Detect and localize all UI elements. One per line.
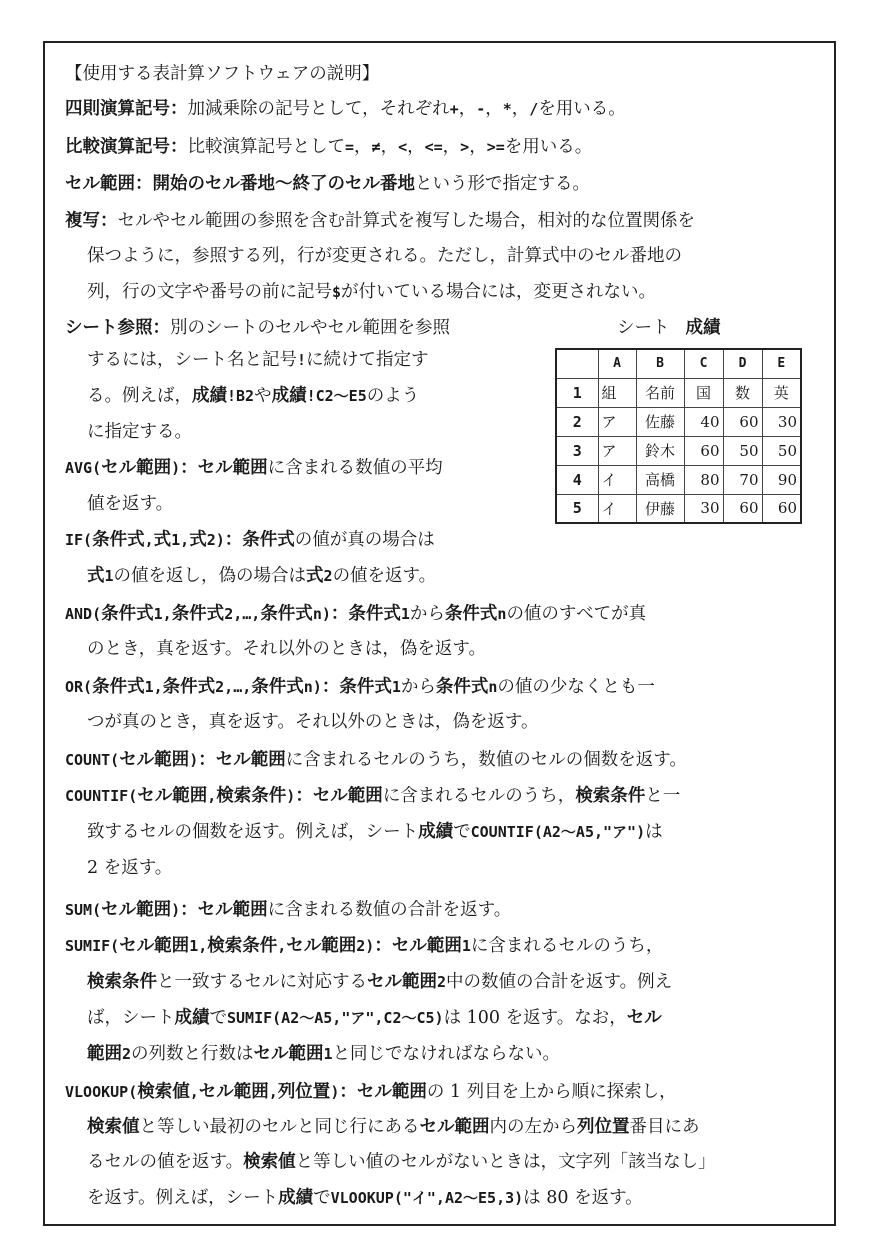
bold-term: ：: [330, 604, 349, 624]
code-text: 2: [122, 1045, 132, 1063]
table-cell: 60: [762, 494, 801, 523]
text-line: [87, 348, 429, 372]
plain-text: は: [645, 822, 663, 842]
bold-term: 成績: [278, 1188, 314, 1208]
plain-text: 加減乗除の記号として，それぞれ: [187, 99, 450, 119]
table-cell: 数: [723, 378, 762, 407]
plain-text: は 80 を返す。: [523, 1188, 643, 1208]
table-cell: 高橋: [636, 465, 684, 494]
plain-text: や: [254, 386, 272, 406]
plain-text: の値のすべてが真: [506, 604, 647, 624]
bold-term: セル範囲: [137, 786, 208, 806]
plain-text: と一: [645, 786, 681, 806]
plain-text: という形で指定する。: [415, 174, 590, 194]
code-text: 1: [400, 605, 410, 623]
row-header: 5: [556, 494, 598, 523]
plain-text: 【使用する表計算ソフトウェアの説明】: [65, 64, 380, 84]
table-cell: 名前: [636, 378, 684, 407]
bold-term: セル範囲: [419, 1117, 490, 1137]
code-text: ): [286, 787, 296, 805]
bold-term: 検索値: [87, 1117, 140, 1137]
code-text: *: [502, 100, 512, 118]
plain-text: ，: [469, 137, 487, 157]
bold-term: 検索条件: [207, 936, 278, 956]
bold-term: 成績: [271, 386, 307, 406]
plain-text: を返す。例えば，シート: [87, 1188, 279, 1208]
text-line: [65, 456, 443, 480]
plain-text: するには，シート名と記号: [87, 350, 297, 370]
bold-term: セル範囲: [119, 936, 190, 956]
bold-term: セル範囲: [253, 1044, 324, 1064]
code-text: AND(: [65, 605, 102, 623]
code-text: 1: [391, 678, 401, 696]
text-line: [65, 135, 592, 159]
plain-text: に含まれる数値の平均: [267, 458, 443, 478]
row-header: 1: [556, 378, 598, 407]
plain-text: に含まれるセルのうち，: [382, 786, 576, 806]
code-text: 1,: [189, 937, 208, 955]
code-text: <=: [424, 138, 443, 156]
text-line: [65, 528, 435, 552]
bold-term: 条件式: [444, 604, 498, 624]
code-text: 2,…,: [215, 678, 252, 696]
plain-text: に含まれる数値の合計を返す。: [267, 900, 512, 920]
bold-term: セル範囲: [367, 972, 437, 992]
bold-term: ：: [374, 936, 392, 956]
table-cell: 50: [723, 436, 762, 465]
table-cell: 60: [723, 494, 762, 523]
plain-text: の値を返し，偽の場合は: [113, 566, 307, 586]
code-text: ,: [189, 1083, 199, 1101]
plain-text: るセルの値を返す。: [87, 1152, 244, 1172]
code-text: ): [330, 1083, 340, 1101]
code-text: =: [345, 138, 355, 156]
row-header: 3: [556, 436, 598, 465]
column-header-c: C: [684, 349, 723, 378]
code-text: !C2～E5: [306, 387, 367, 405]
code-text: VLOOKUP(: [65, 1083, 138, 1101]
bold-term: 条件式: [348, 604, 401, 624]
plain-text: で: [453, 822, 471, 842]
text-line: [65, 97, 626, 121]
bold-term: 条件式: [260, 604, 313, 624]
bold-term: 条件式: [339, 677, 392, 697]
plain-text: 番目にあ: [629, 1117, 700, 1137]
text-line: [87, 244, 682, 268]
table-cell: 鈴木: [636, 436, 684, 465]
table-cell: 組: [598, 378, 636, 407]
code-text: OR(: [65, 678, 93, 696]
text-line: [87, 384, 419, 408]
text-line: [65, 898, 511, 922]
bold-term: ：: [180, 458, 198, 478]
code-text: +: [449, 100, 459, 118]
text-line: [87, 856, 172, 880]
plain-text: 別のシートのセルやセル範囲を参照: [170, 318, 450, 338]
code-text: /: [529, 100, 539, 118]
code-text: n: [488, 678, 498, 696]
bold-term: 列位置: [277, 1082, 331, 1102]
plain-text: 致するセルの個数を返す。例えば，シート: [87, 822, 419, 842]
plain-text: のよう: [366, 386, 420, 406]
table-cell: ア: [598, 436, 636, 465]
code-text: 1: [461, 937, 471, 955]
table-cell: 90: [762, 465, 801, 494]
plain-text: に含まれるセルのうち，数値のセルの個数を返す。: [285, 750, 687, 770]
row-header: 4: [556, 465, 598, 494]
plain-text: 中の数値の合計を返す。例え: [446, 972, 673, 992]
code-text: ): [171, 459, 181, 477]
plain-text: のとき，真を返す。それ以外のときは，偽を返す。: [87, 639, 486, 659]
table-cell: ア: [598, 407, 636, 436]
code-text: 1,: [153, 605, 172, 623]
code-text: n: [497, 605, 507, 623]
plain-text: の値が真の場合は: [294, 530, 435, 550]
corner-cell: [556, 349, 598, 378]
table-cell: 30: [684, 494, 723, 523]
bold-term: 比較演算記号：: [65, 137, 188, 157]
plain-text: から: [400, 677, 436, 697]
bold-term: 条件式: [92, 530, 145, 550]
text-line: [65, 1080, 677, 1104]
plain-text: ，: [485, 99, 503, 119]
text-line: [87, 1042, 560, 1066]
code-text: 2: [323, 567, 333, 585]
column-header-b: B: [636, 349, 684, 378]
bold-term: 検索値: [243, 1152, 296, 1172]
plain-text: に含まれるセルのうち，: [470, 936, 664, 956]
text-line: [87, 1006, 662, 1030]
bold-term: 複写：: [65, 211, 118, 231]
sheet-caption-name: 成績: [685, 318, 721, 338]
bold-term: 検索条件: [216, 786, 287, 806]
text-line: [87, 710, 539, 734]
code-text: ,: [268, 1083, 278, 1101]
plain-text: の 1 列目を上から順に探索し，: [426, 1082, 677, 1102]
plain-text: ，: [458, 99, 477, 119]
bold-term: 範囲: [87, 1044, 122, 1064]
bold-term: セル範囲: [101, 458, 172, 478]
table-cell: イ: [598, 494, 636, 523]
bold-term: 条件式: [162, 677, 216, 697]
bold-term: 条件式: [242, 530, 295, 550]
plain-text: ，: [380, 137, 399, 157]
text-line: [87, 280, 656, 304]
code-text: SUM(: [65, 901, 102, 919]
plain-text: を用いる。: [538, 99, 626, 119]
plain-text: る。例えば，: [87, 386, 192, 406]
bold-term: ：: [224, 530, 243, 550]
plain-text: から: [409, 604, 445, 624]
bold-term: 条件式: [101, 604, 154, 624]
bold-term: 条件式: [171, 604, 225, 624]
plain-text: の列数と行数は: [131, 1044, 254, 1064]
table-row: [556, 378, 801, 407]
plain-text: 保つように，参照する列，行が変更される。ただし，計算式中のセル番地の: [87, 246, 682, 266]
bold-term: 開始のセル番地～終了のセル番地: [152, 174, 415, 194]
column-header-e: E: [762, 349, 801, 378]
bold-term: セル範囲：: [65, 174, 153, 194]
bold-term: 四則演算記号：: [65, 99, 188, 119]
plain-text: に続けて指定す: [306, 350, 429, 370]
text-line: [87, 420, 192, 444]
plain-text: つが真のとき，真を返す。それ以外のときは，偽を返す。: [87, 712, 539, 732]
plain-text: の値の少なくとも一: [497, 677, 655, 697]
bold-term: 成績: [174, 1008, 210, 1028]
text-line: [87, 564, 436, 588]
code-text: SUMIF(: [65, 937, 120, 955]
table-cell: 英: [762, 378, 801, 407]
code-text: 1: [323, 1045, 333, 1063]
code-text: !B2: [227, 387, 255, 405]
code-text: >: [460, 138, 470, 156]
column-header-d: D: [723, 349, 762, 378]
bold-term: 条件式: [435, 677, 489, 697]
bold-term: セル範囲: [197, 458, 268, 478]
table-cell: 伊藤: [636, 494, 684, 523]
bold-term: ：: [198, 750, 216, 770]
table-cell: 40: [684, 407, 723, 436]
text-line: [65, 675, 655, 699]
text-line: [87, 1150, 716, 1174]
sheet-caption-prefix: シート: [617, 318, 670, 338]
text-line: [65, 934, 663, 958]
text-line: [87, 820, 663, 844]
code-text: n): [303, 678, 322, 696]
code-text: AVG(: [65, 459, 102, 477]
bold-term: 検索条件: [87, 972, 157, 992]
bold-term: 成績: [192, 386, 227, 406]
plain-text: で: [313, 1188, 331, 1208]
bold-term: 成績: [418, 822, 454, 842]
table-cell: 80: [684, 465, 723, 494]
bold-term: セル範囲: [391, 936, 462, 956]
table-cell: 70: [723, 465, 762, 494]
plain-text: ，: [511, 99, 530, 119]
text-line: [87, 1115, 700, 1139]
plain-text: 値を返す。: [87, 494, 174, 514]
table-cell: 60: [684, 436, 723, 465]
plain-text: に指定する。: [87, 422, 192, 442]
text-line: [65, 784, 680, 808]
bold-term: 式: [189, 530, 207, 550]
code-text: ,: [207, 787, 217, 805]
plain-text: ば，シート: [87, 1008, 175, 1028]
bold-term: セル範囲: [197, 900, 268, 920]
code-text: COUNTIF(: [65, 787, 138, 805]
code-text: COUNTIF(A2～A5,"ア"): [470, 823, 646, 841]
bold-term: ：: [339, 1082, 357, 1102]
code-text: SUMIF(A2～A5,"ア",C2～C5): [227, 1009, 444, 1027]
bold-term: 列位置: [577, 1117, 630, 1137]
plain-text: で: [209, 1008, 227, 1028]
plain-text: ，: [354, 137, 372, 157]
code-text: 2): [206, 531, 225, 549]
code-text: IF(: [65, 531, 93, 549]
row-header: 2: [556, 407, 598, 436]
code-text: VLOOKUP("イ",A2～E5,3): [330, 1189, 524, 1207]
code-text: ≠: [371, 138, 381, 156]
bold-term: シート参照：: [65, 318, 170, 338]
plain-text: 2 を返す。: [87, 858, 173, 878]
table-cell: 50: [762, 436, 801, 465]
plain-text: と一致するセルに対応する: [157, 972, 367, 992]
code-text: >=: [486, 138, 505, 156]
code-text: 1,: [171, 531, 190, 549]
plain-text: は 100 を返す。なお，: [443, 1008, 627, 1028]
table-row: [556, 465, 801, 494]
code-text: n): [312, 605, 331, 623]
bold-term: セル範囲: [286, 936, 357, 956]
text-line: [65, 172, 590, 196]
code-text: $: [332, 283, 342, 301]
column-header-a: A: [598, 349, 636, 378]
bold-term: 条件式: [251, 677, 304, 697]
sheet-caption: [617, 316, 721, 340]
bold-term: 式: [87, 566, 105, 586]
table-row: [556, 494, 801, 523]
table-row: [556, 436, 801, 465]
bold-term: ：: [295, 786, 313, 806]
plain-text: 内の左から: [489, 1117, 577, 1137]
table-cell: 30: [762, 407, 801, 436]
bold-term: 条件式: [92, 677, 145, 697]
bold-term: 検索条件: [575, 786, 646, 806]
table-cell: 60: [723, 407, 762, 436]
table-cell: 国: [684, 378, 723, 407]
code-text: <: [398, 138, 408, 156]
text-line: [87, 1186, 643, 1210]
plain-text: が付いている場合には，変更されない。: [341, 282, 657, 302]
bold-term: 検索値: [137, 1082, 190, 1102]
code-text: 1,: [144, 678, 163, 696]
bold-term: セル範囲: [356, 1082, 427, 1102]
code-text: ,: [277, 937, 287, 955]
code-text: ): [189, 751, 199, 769]
plain-text: ，: [442, 137, 461, 157]
code-text: 2: [437, 973, 447, 991]
code-text: 2,…,: [224, 605, 261, 623]
plain-text: 列，行の文字や番号の前に記号: [87, 282, 332, 302]
plain-text: と等しい最初のセルと同じ行にある: [139, 1117, 420, 1137]
bold-term: セル範囲: [198, 1082, 269, 1102]
text-line: [65, 209, 695, 233]
bold-term: セル: [626, 1008, 662, 1028]
text-line: [87, 970, 672, 994]
bold-term: 式: [153, 530, 172, 550]
text-line: [65, 62, 379, 86]
text-line: [65, 602, 646, 626]
bold-term: 式: [306, 566, 324, 586]
bold-term: セル範囲: [101, 900, 172, 920]
text-line: [65, 748, 687, 772]
code-text: !: [297, 351, 307, 369]
text-line: [87, 637, 486, 661]
bold-term: セル範囲: [312, 786, 383, 806]
plain-text: の値を返す。: [332, 566, 437, 586]
code-text: ,: [144, 531, 154, 549]
table-cell: イ: [598, 465, 636, 494]
plain-text: 比較演算記号として: [187, 137, 345, 157]
code-text: COUNT(: [65, 751, 120, 769]
column-header-row: [556, 349, 801, 378]
plain-text: と同じでなければならない。: [332, 1044, 561, 1064]
table-cell: 佐藤: [636, 407, 684, 436]
code-text: ): [171, 901, 181, 919]
table-row: [556, 407, 801, 436]
bold-term: ：: [180, 900, 198, 920]
bold-term: セル範囲: [119, 750, 190, 770]
code-text: 2): [356, 937, 375, 955]
code-text: 1: [104, 567, 114, 585]
text-line: [65, 316, 450, 340]
plain-text: を用いる。: [504, 137, 593, 157]
grade-sheet-table: [555, 348, 802, 524]
bold-term: セル範囲: [215, 750, 286, 770]
plain-text: セルやセル範囲の参照を含む計算式を複写した場合，相対的な位置関係を: [117, 211, 695, 231]
plain-text: と等しい値のセルがないときは，文字列「該当なし」: [295, 1152, 716, 1172]
text-line: [87, 492, 173, 516]
bold-term: ：: [321, 677, 340, 697]
code-text: -: [476, 100, 486, 118]
plain-text: ，: [407, 137, 425, 157]
